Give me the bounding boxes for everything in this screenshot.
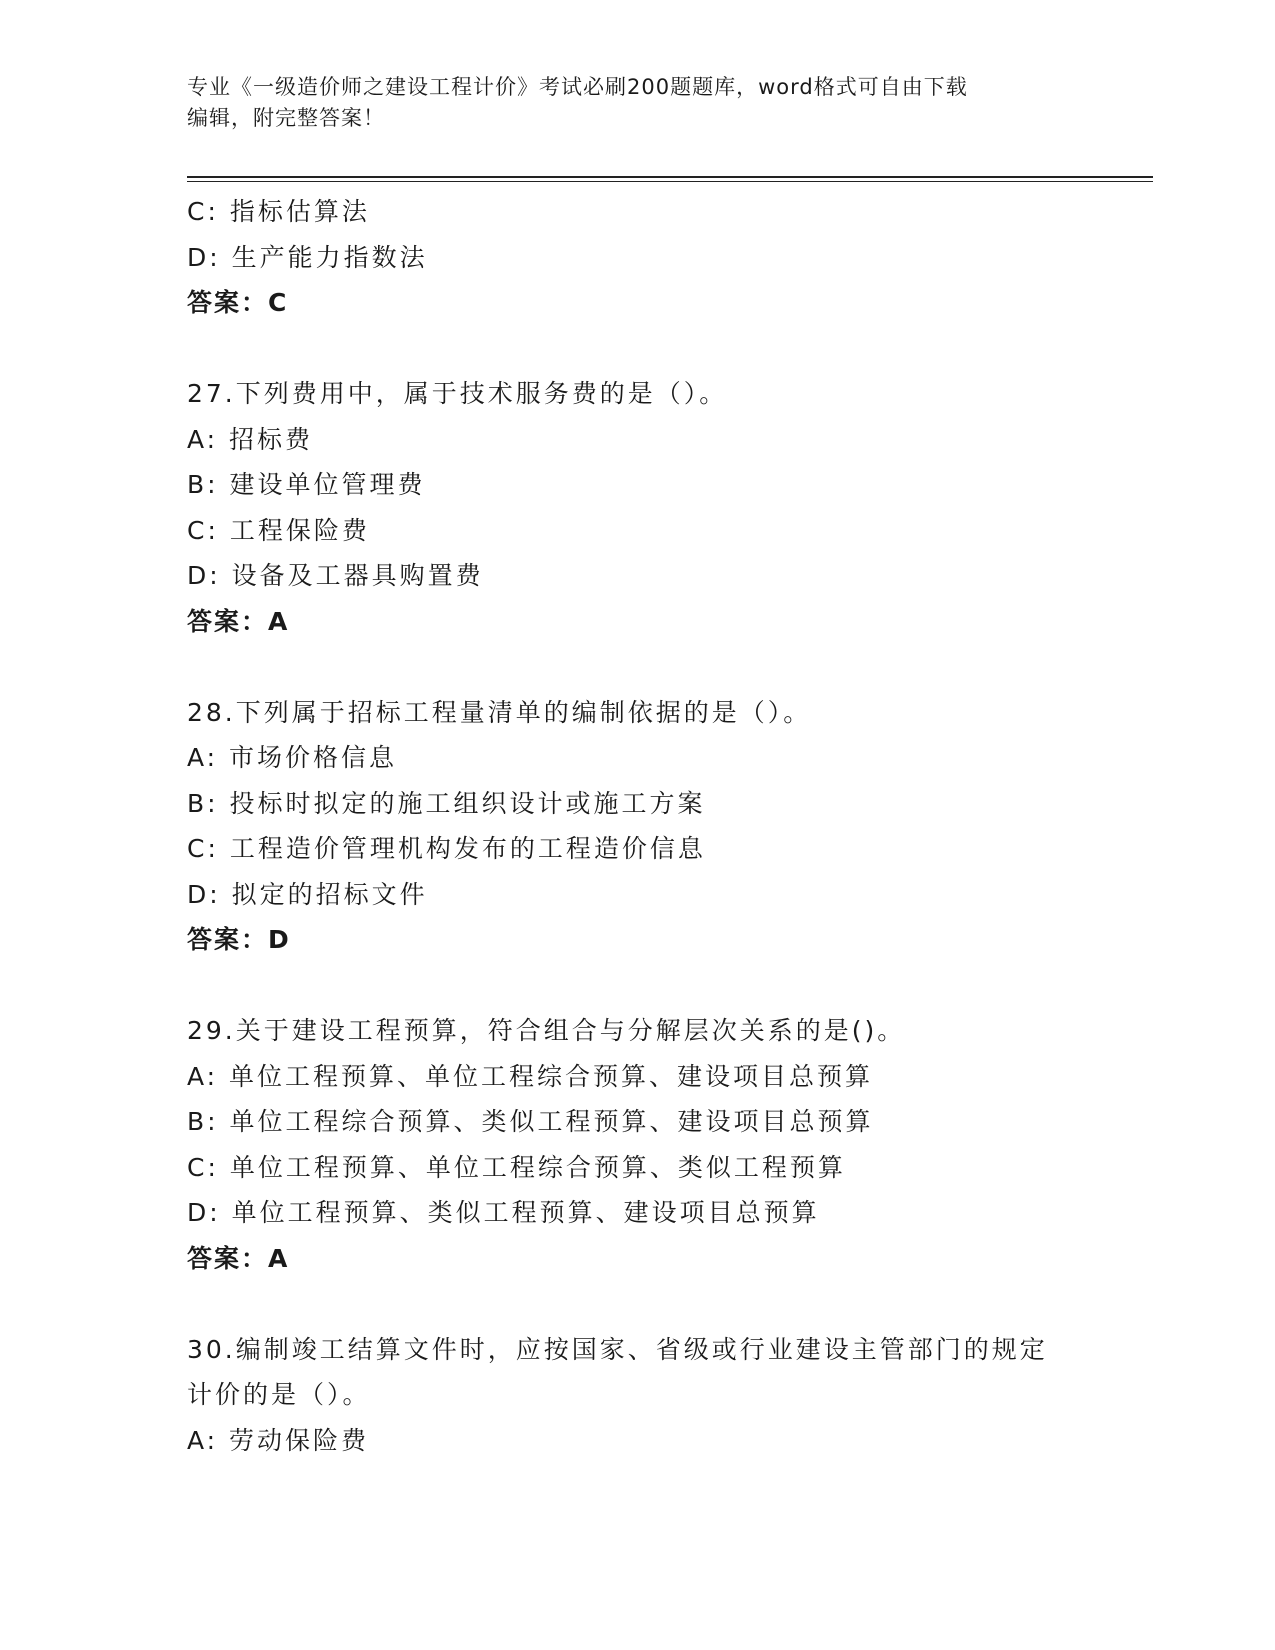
question-block xyxy=(187,963,1147,1282)
answer-key: 答案：D xyxy=(187,925,291,954)
answer-option: A: 招标费 xyxy=(187,424,314,454)
question-text: 计价的是（）。 xyxy=(187,1380,371,1409)
answer-key: 答案：A xyxy=(187,1243,290,1273)
block-spacer xyxy=(187,963,1147,1009)
header-title-line-2: 编辑，附完整答案！ xyxy=(187,106,385,130)
block-spacer xyxy=(187,326,1147,372)
answer-option: A: 市场价格信息 xyxy=(187,743,398,772)
answer-option: C: 指标估算法 xyxy=(187,197,370,226)
question-text: 30.编制竣工结算文件时，应按国家、省级或行业建设主管部门的规定 xyxy=(187,1334,1048,1364)
header-title-line-1: 专业《一级造价师之建设工程计价》考试必刷200题题库，word格式可自由下载 xyxy=(187,75,968,99)
answer-option: B: 投标时拟定的施工组织设计或施工方案 xyxy=(187,788,706,818)
answer-option: A: 单位工程预算、单位工程综合预算、建设项目总预算 xyxy=(187,1061,874,1091)
answer-option: C: 单位工程预算、单位工程综合预算、类似工程预算 xyxy=(187,1152,846,1182)
question-text: 27.下列费用中，属于技术服务费的是（）。 xyxy=(187,379,728,408)
answer-option: B: 单位工程综合预算、类似工程预算、建设项目总预算 xyxy=(187,1107,874,1136)
question-block xyxy=(187,189,1147,326)
block-spacer xyxy=(187,644,1147,690)
question-list xyxy=(187,189,1147,1463)
header-rule-thick xyxy=(187,176,1153,178)
question-block xyxy=(187,644,1147,963)
answer-option: D: 拟定的招标文件 xyxy=(187,879,428,909)
answer-key: 答案：C xyxy=(187,288,289,317)
block-spacer xyxy=(187,1281,1147,1327)
answer-key: 答案：A xyxy=(187,606,290,636)
page-header xyxy=(187,72,1087,134)
answer-option: D: 生产能力指数法 xyxy=(187,242,428,272)
header-rule-thin xyxy=(187,181,1153,182)
answer-option: C: 工程造价管理机构发布的工程造价信息 xyxy=(187,834,706,863)
question-block xyxy=(187,326,1147,645)
question-text: 28.下列属于招标工程量清单的编制依据的是（）。 xyxy=(187,697,812,727)
answer-option: A: 劳动保险费 xyxy=(187,1425,370,1455)
question-text: 29.关于建设工程预算，符合组合与分解层次关系的是()。 xyxy=(187,1016,906,1045)
answer-option: D: 设备及工器具购置费 xyxy=(187,561,484,590)
answer-option: B: 建设单位管理费 xyxy=(187,470,426,499)
answer-option: D: 单位工程预算、类似工程预算、建设项目总预算 xyxy=(187,1198,820,1227)
answer-option: C: 工程保险费 xyxy=(187,515,370,545)
question-block xyxy=(187,1281,1147,1463)
